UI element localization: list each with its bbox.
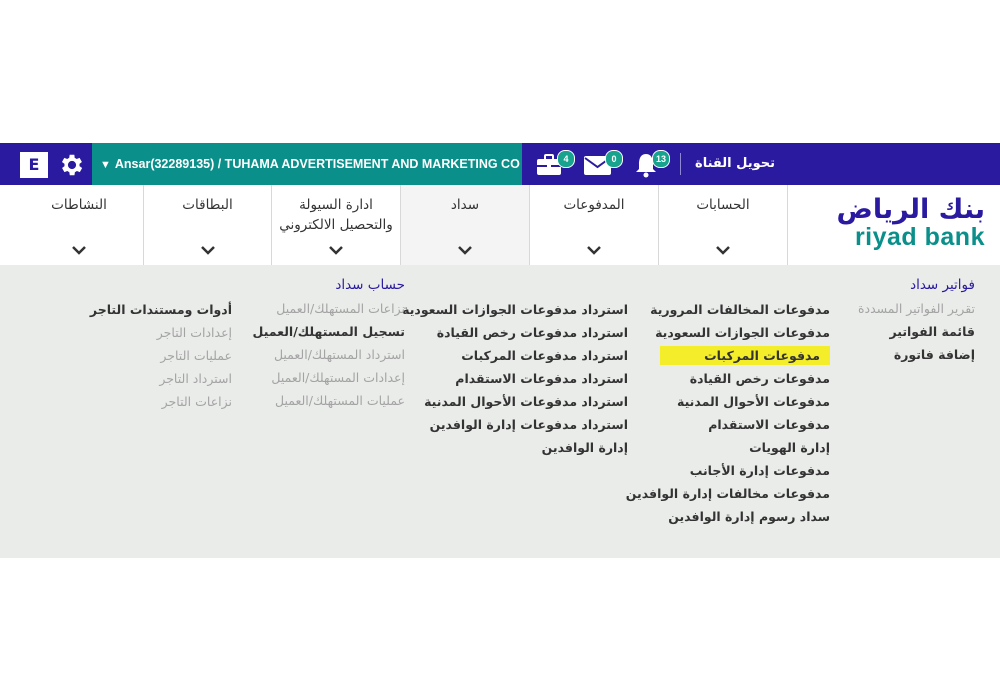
top-bar xyxy=(0,143,1000,185)
menu-item[interactable]: مدفوعات الأحوال المدنية xyxy=(676,394,830,409)
logo-arabic: بنك الرياض xyxy=(836,194,985,225)
menu-item[interactable]: سداد رسوم إدارة الوافدين xyxy=(668,509,830,524)
menu-item[interactable]: مدفوعات مخالفات إدارة الوافدين xyxy=(625,486,830,501)
chevron-down-icon xyxy=(200,245,216,255)
riyad-bank-logo[interactable] xyxy=(800,195,985,255)
nav-label: ادارة السيولة والتحصيل الالكتروني xyxy=(279,197,393,233)
menu-col-sadad-account xyxy=(253,277,405,412)
nav-label: المدفوعات xyxy=(563,197,625,213)
logo-english: riyad bank xyxy=(854,223,985,251)
chevron-down-icon: ▼ xyxy=(100,159,111,171)
menu-item[interactable]: إعدادات المستهلك/العميل xyxy=(271,370,405,385)
account-name: Ansar(32289135) / TUHAMA ADVERTISEMENT AND MARKETING CO xyxy=(114,157,520,171)
language-toggle[interactable]: E xyxy=(20,152,48,178)
nav-payments[interactable] xyxy=(530,185,659,265)
menu-item[interactable]: استرداد مدفوعات الاستقدام xyxy=(455,371,628,386)
menu-item[interactable]: استرداد مدفوعات إدارة الوافدين xyxy=(429,417,628,432)
menu-col-merchant xyxy=(90,298,232,413)
menu-item[interactable]: مدفوعات الجوازات السعودية xyxy=(655,325,830,340)
menu-item[interactable]: مدفوعات رخص القيادة xyxy=(689,371,830,386)
menu-item[interactable]: عمليات التاجر xyxy=(160,348,232,363)
notifications-badge: 13 xyxy=(652,150,670,168)
chevron-down-icon xyxy=(328,245,344,255)
menu-item[interactable]: استرداد مدفوعات رخص القيادة xyxy=(436,325,628,340)
messages-badge: 0 xyxy=(605,150,623,168)
menu-col-refunds xyxy=(402,298,628,459)
messages-button[interactable] xyxy=(583,148,619,180)
topbar-divider xyxy=(680,153,681,175)
menu-item[interactable]: إدارة الهويات xyxy=(749,440,830,455)
gear-icon[interactable] xyxy=(58,151,86,179)
nav-label: النشاطات xyxy=(51,197,107,213)
nav-liquidity[interactable] xyxy=(272,185,401,265)
menu-heading: فواتير سداد xyxy=(910,277,975,293)
nav-accounts[interactable] xyxy=(659,185,788,265)
notifications-button[interactable] xyxy=(632,148,668,180)
menu-item[interactable]: مدفوعات إدارة الأجانب xyxy=(689,463,830,478)
account-selector[interactable] xyxy=(92,143,522,185)
switch-channel-link[interactable]: تحويل القناة xyxy=(695,156,775,171)
menu-item[interactable]: إدارة الوافدين xyxy=(541,440,628,455)
menu-item[interactable]: مدفوعات الاستقدام xyxy=(708,417,830,432)
menu-item[interactable]: نزاعات المستهلك/العميل xyxy=(276,301,405,316)
nav-label: الحسابات xyxy=(696,197,750,213)
menu-item[interactable]: تقرير الفواتير المسددة xyxy=(857,301,975,316)
nav-cards[interactable] xyxy=(144,185,272,265)
menu-item[interactable]: استرداد المستهلك/العميل xyxy=(273,347,405,362)
menu-item-label: مدفوعات المركبات xyxy=(660,346,830,365)
tasks-button[interactable] xyxy=(535,148,571,180)
sadad-mega-menu xyxy=(0,265,1000,558)
chevron-down-icon xyxy=(715,245,731,255)
menu-item[interactable]: استرداد مدفوعات المركبات xyxy=(461,348,628,363)
menu-item[interactable]: تسجيل المستهلك/العميل xyxy=(252,324,405,339)
menu-col-payments xyxy=(626,298,830,528)
menu-item[interactable]: استرداد التاجر xyxy=(159,371,232,386)
menu-item[interactable]: أدوات ومستندات التاجر xyxy=(89,302,232,317)
tasks-badge: 4 xyxy=(557,150,575,168)
chevron-down-icon xyxy=(457,245,473,255)
chevron-down-icon xyxy=(586,245,602,255)
nav-sadad[interactable] xyxy=(401,185,530,265)
menu-item[interactable]: استرداد مدفوعات الجوازات السعودية xyxy=(402,302,628,317)
menu-heading: حساب سداد xyxy=(335,277,405,293)
menu-item[interactable]: قائمة الفواتير xyxy=(889,324,975,339)
menu-col-sadad-bills xyxy=(858,277,975,366)
menu-item[interactable]: مدفوعات المخالفات المرورية xyxy=(650,302,830,317)
menu-item[interactable]: عمليات المستهلك/العميل xyxy=(275,393,405,408)
menu-item[interactable]: إعدادات التاجر xyxy=(156,325,232,340)
menu-item-highlighted[interactable] xyxy=(626,344,830,367)
nav-label: البطاقات xyxy=(182,197,233,213)
nav-label: سداد xyxy=(450,197,480,213)
menu-item[interactable]: نزاعات التاجر xyxy=(161,394,232,409)
menu-item[interactable]: استرداد مدفوعات الأحوال المدنية xyxy=(424,394,628,409)
chevron-down-icon xyxy=(71,245,87,255)
nav-activities[interactable] xyxy=(15,185,144,265)
menu-item[interactable]: إضافة فاتورة xyxy=(893,347,975,362)
